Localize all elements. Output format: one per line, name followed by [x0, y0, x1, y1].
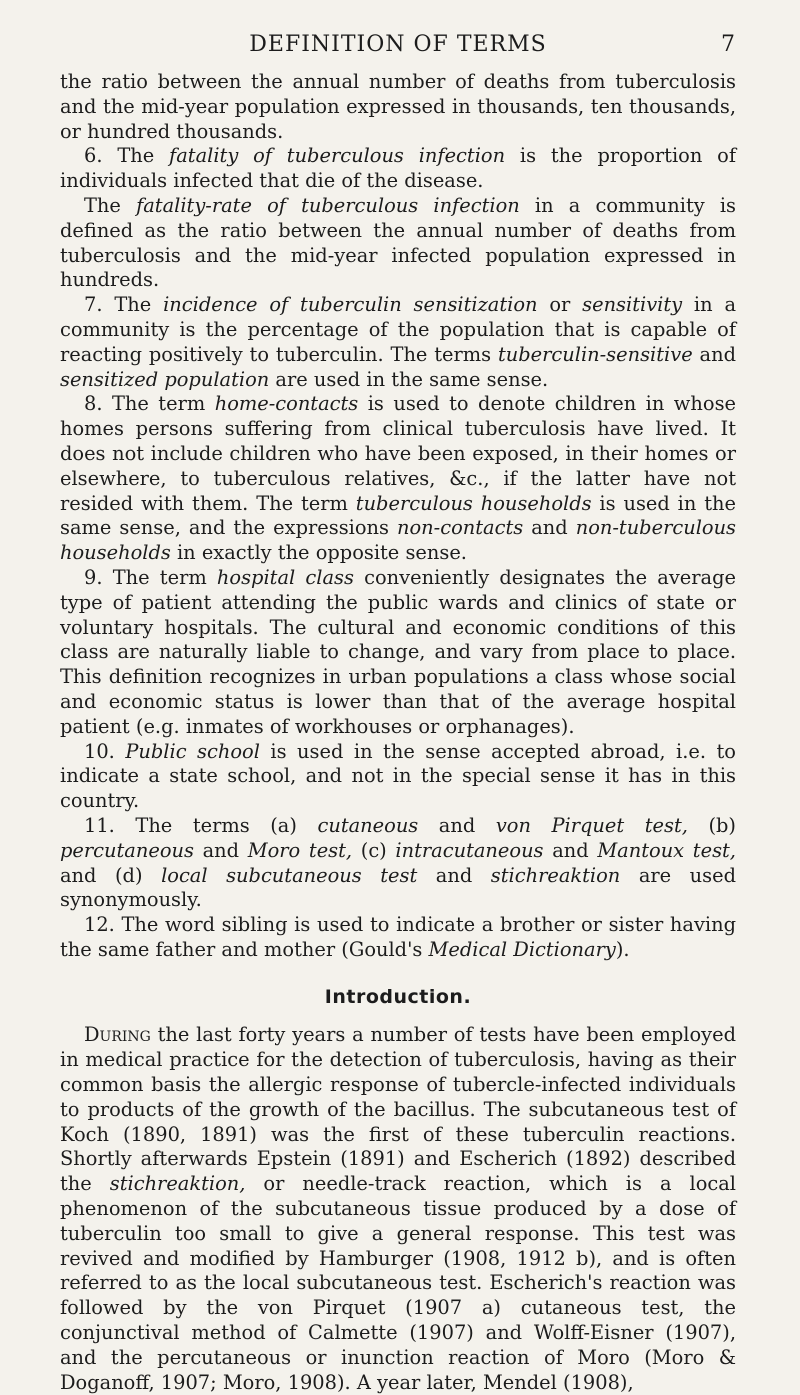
definition-8: 8. The term home-contacts is used to denote children in whose homes persons suffering from clinical tuberculosis have lived. It does not include children who have been exposed, in their homes or elsewhere, to tuberculous relatives, &c., if the latter have not resided with them. The term tuberculous households is used in the same sense, and the expressions non-contacts and non-tuberculous households in exactly the opposite sense.: [60, 392, 737, 565]
definition-6: 6. The fatality of tuberculous infection is the proportion of individuals infected that die of the disease.: [60, 144, 736, 193]
definition-11: 11. The terms (a) cutaneous and von Pirquet test, (b) percutaneous and Moro test, (c) intracutaneous and Mantoux test, and (d) local subcutaneous test and stichreaktion are used synonymously.: [60, 813, 736, 912]
paragraph-continued: the ratio between the annual number of deaths from tuberculosis and the mid-year population expressed in thousands, ten thousands, or hundred thousands.: [60, 70, 736, 143]
running-title: DEFINITION OF TERMS: [249, 32, 547, 57]
definition-7: 7. The incidence of tuberculin sensitization or sensitivity in a community is the percentage of the population that is capable of reacting positively to tuberculin. The terms tuberculin-sensitive and sensitized population are used in the same sense.: [60, 293, 737, 391]
page-header: [60, 32, 736, 70]
body-text: [60, 70, 736, 1395]
definition-9: 9. The term hospital class conveniently designates the average type of patient attending the public wards and clinics of state or voluntary hospitals. The cultural and economic conditions of this class are naturally liable to change, and vary from place to place. This definition recognizes in urban populations a class whose social and economic status is lower than that of the average hospital patient (e.g. inmates of workhouses or orphanages).: [60, 565, 736, 738]
page-number: 7: [721, 32, 736, 57]
definition-6-rate: The fatality-rate of tuberculous infection in a community is defined as the ratio between the annual number of deaths from tuberculosis and the mid-year infected population expressed in hundreds.: [60, 193, 736, 292]
introduction-paragraph: During the last forty years a number of tests have been employed in medical practice for the detection of tuberculosis, having as their common basis the allergic response of tubercle-infected individuals to products of the growth of the bacillus. The subcutaneous test of Koch (1890, 1891) was the first of these tuberculin reactions. Shortly afterwards Epstein (1891) and Escherich (1892) described the stichreaktion, or needle-track reaction, which is a local phenomenon of the subcutaneous tissue produced by a dose of tuberculin too small to give a general response. This test was revived and modified by Hamburger (1908, 1912 b), and is often referred to as the local subcutaneous test. Escherich's reaction was followed by the von Pirquet (1907 a) cutaneous test, the conjunctival method of Calmette (1907) and Wolff-Eisner (1907), and the percutaneous or inunction reaction of Moro (Moro & Doganoff, 1907; Moro, 1908). A year later, Mendel (1908),: [60, 1023, 737, 1394]
definition-12: 12. The word sibling is used to indicate a brother or sister having the same father and mother (Gould's Medical Dictionary).: [60, 913, 736, 961]
lead-word: During: [84, 1023, 151, 1047]
section-heading: Introduction.: [324, 985, 472, 1008]
definition-10: 10. Public school is used in the sense accepted abroad, i.e. to indicate a state school, and not in the special sense it has in this country.: [60, 739, 736, 813]
